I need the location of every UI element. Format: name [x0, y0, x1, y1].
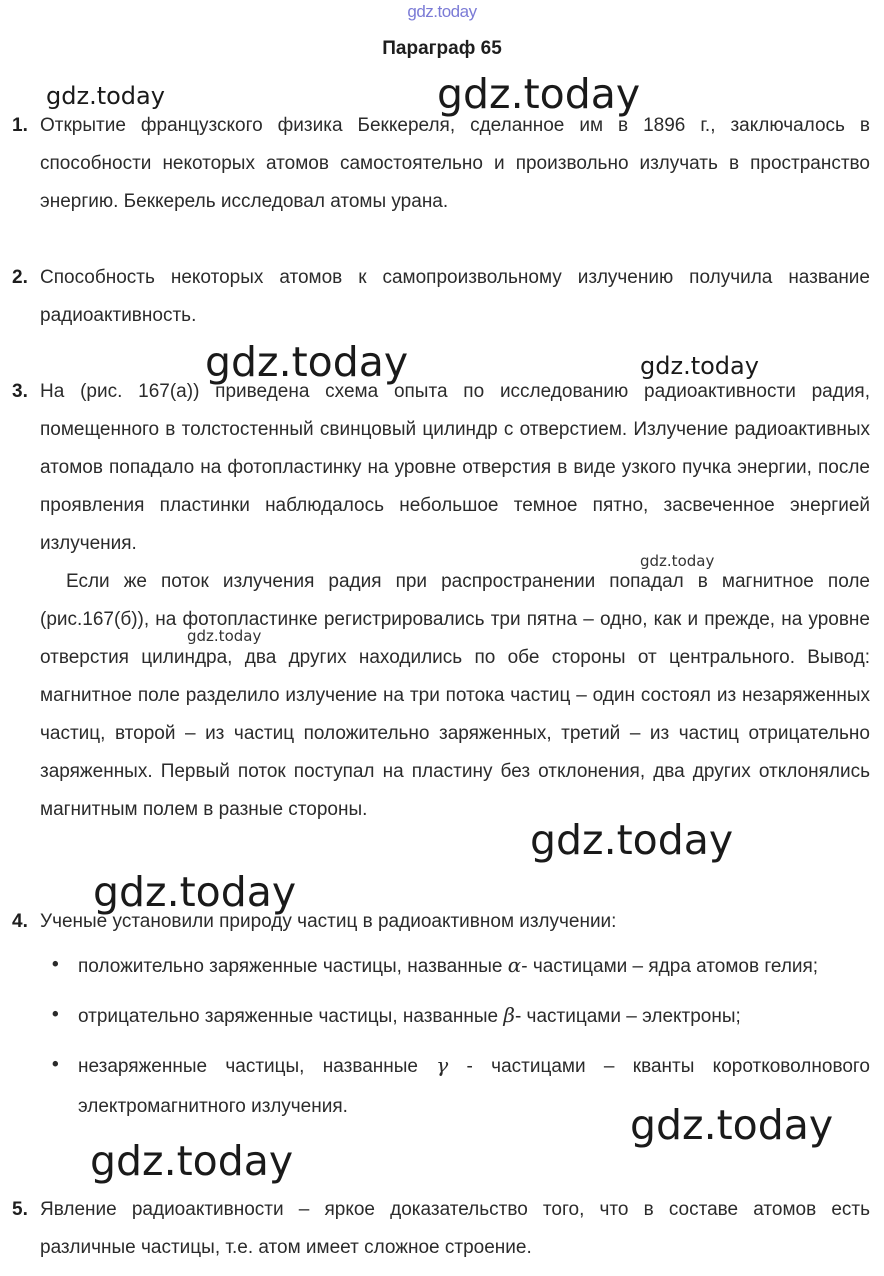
answer-item-5	[12, 1191, 870, 1267]
item-text: Способность некоторых атомов к самопроизвольному излучению получила название радиоактивность.	[40, 267, 870, 326]
site-logo[interactable]: gdz.today	[407, 2, 477, 21]
particle-list	[40, 945, 870, 1127]
answer-item-1	[12, 107, 870, 221]
item-number: 3.	[12, 381, 28, 402]
watermark: gdz.today	[530, 816, 734, 864]
watermark: gdz.today	[640, 352, 759, 380]
watermark: gdz.today	[46, 82, 165, 110]
watermark: gdz.today	[640, 552, 715, 570]
page-title: Параграф 65	[382, 38, 502, 59]
bullet-text-before: положительно заряженные частицы, названные	[78, 956, 508, 977]
gamma-symbol: γ	[436, 1053, 449, 1077]
watermark: gdz.today	[205, 338, 409, 386]
item-intro: Ученые установили природу частиц в радиоактивном излучении:	[40, 911, 617, 932]
item-text-continuation: Если же поток излучения радия при распространении попадал в магнитное поле (рис.167(б)), на фотопластинке регистрировались три пятна – одно, как и прежде, на уровне отверстия цилиндра, два других находились по обе стороны от центрального. Вывод: магнитное поле разделило излучение на три потока частиц – один состоял из незаряженных частиц, второй – из частиц положительно заряженных, третий – из частиц отрицательно заряженных. Первый поток поступал на пластину без отклонения, два других отклонялись магнитным полем в разные стороны.	[40, 571, 870, 820]
bullet-text-after: - частицами – кванты коротковолнового электромагнитного излучения.	[78, 1056, 870, 1117]
item-text: Открытие французского физика Беккереля, сделанное им в 1896 г., заключалось в способности некоторых атомов самостоятельно и произвольно излучать в пространство энергию. Беккерель исследовал атомы урана.	[40, 115, 870, 212]
item-text: На (рис. 167(а)) приведена схема опыта по исследованию радиоактивности радия, помещенного в толстостенный свинцовый цилиндр с отверстием. Излучение радиоактивных атомов попадало на фотопластинку на уровне отверстия в виде узкого пучка энергии, после проявления пластинки наблюдалось небольшое темное пятно, засвеченное энергией излучения.	[40, 381, 870, 554]
beta-symbol: β	[503, 1003, 515, 1027]
bullet-text-after: - частицами – электроны;	[514, 1006, 741, 1027]
watermark: gdz.today	[630, 1101, 834, 1149]
bullet-icon: •	[52, 1054, 59, 1075]
bullet-text-before: отрицательно заряженные частицы, названные	[78, 1006, 504, 1027]
watermark: gdz.today	[93, 868, 297, 916]
item-number: 1.	[12, 115, 28, 136]
bullet-text-after: - частицами – ядра атомов гелия;	[521, 956, 819, 977]
particle-list-item-beta	[40, 995, 870, 1037]
watermark: gdz.today	[90, 1137, 294, 1185]
answer-item-3	[12, 373, 870, 829]
alpha-symbol: α	[507, 953, 522, 977]
answer-item-2	[12, 259, 870, 335]
particle-list-item-alpha	[40, 945, 870, 987]
bullet-icon: •	[52, 954, 59, 975]
bullet-icon: •	[52, 1004, 59, 1025]
bullet-text-before: незаряженные частицы, названные	[78, 1056, 437, 1077]
watermark: gdz.today	[187, 627, 262, 645]
item-number: 2.	[12, 267, 28, 288]
item-text: Явление радиоактивности – яркое доказательство того, что в составе атомов есть различные частицы, т.е. атом имеет сложное строение.	[40, 1199, 870, 1258]
watermark: gdz.today	[437, 70, 641, 118]
item-number: 5.	[12, 1199, 28, 1220]
item-number: 4.	[12, 911, 28, 932]
